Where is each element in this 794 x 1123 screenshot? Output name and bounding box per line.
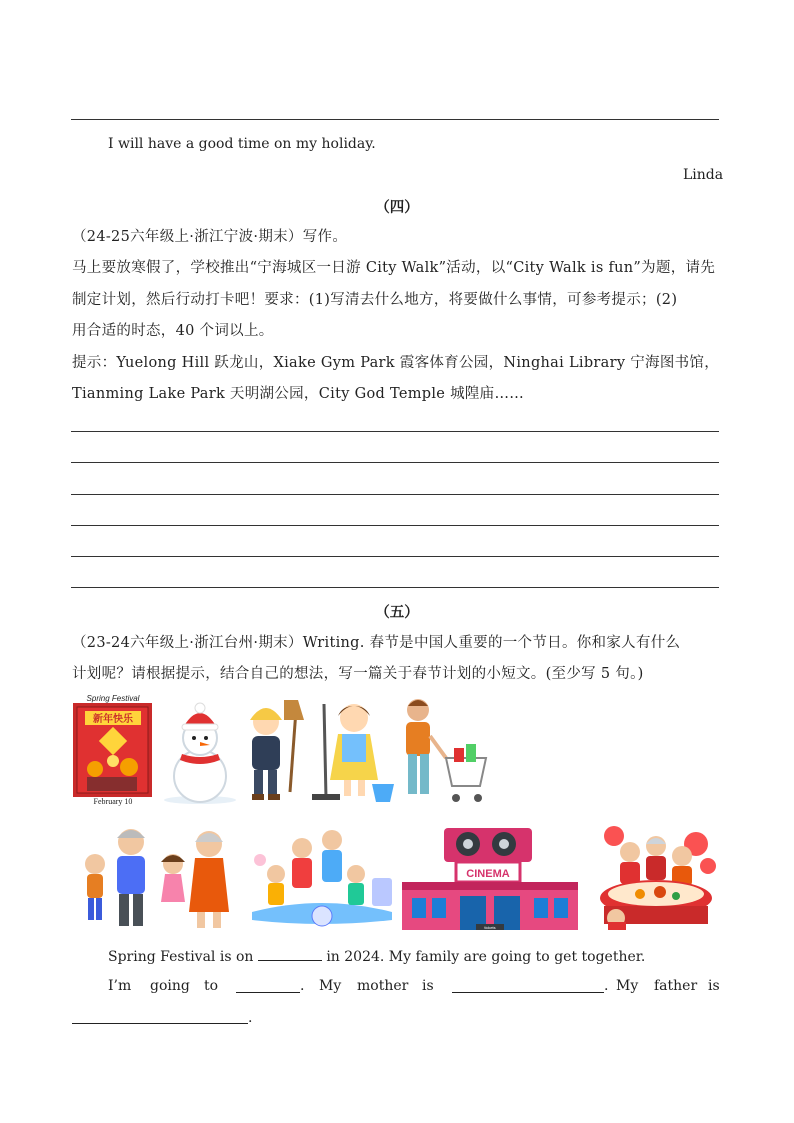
fill-line-2-start (108, 977, 131, 995)
writing-line[interactable] (71, 525, 719, 526)
top-rule (71, 119, 719, 120)
fill-line-2-period: . (300, 978, 305, 994)
poster-picture (73, 703, 153, 799)
writing-line[interactable] (71, 587, 719, 588)
fill-line-1-b: in 2024. My family are going to get together. (326, 949, 646, 965)
child-with-broom-picture (240, 696, 312, 806)
family-dinner-picture (590, 822, 720, 932)
fill-line-2-my2: My (616, 978, 639, 994)
section4-hint-line1: 提示：Yuelong Hill 跃龙山，Xiake Gym Park 霞客体育公园，Ninghai Library 宁海图书馆， (72, 355, 720, 371)
fill-line-1 (108, 946, 645, 966)
snowman-picture (162, 698, 238, 804)
writing-line[interactable] (71, 556, 719, 557)
closing-sentence: I will have a good time on my holiday. (108, 136, 376, 152)
fill-line-3-period: . (248, 1010, 253, 1026)
section5-heading: （五） (375, 604, 419, 621)
fill-line-1-a: Spring Festival is on (108, 949, 254, 965)
spring-festival-poster (73, 694, 153, 806)
fill-line-2-my: My (319, 978, 342, 994)
mother-blank[interactable] (452, 992, 604, 993)
fill-line-2-is2: is (708, 978, 720, 994)
fill-line-2-father: father (654, 978, 698, 994)
fill-line-2-is: is (422, 978, 434, 994)
fill-line-2-a: I’m (108, 978, 132, 994)
writing-line[interactable] (71, 494, 719, 495)
ticket-label: tickets (484, 925, 496, 930)
poster-date-label: February 10 (93, 797, 133, 806)
section5-source-line2: 计划呢？请根据提示，结合自己的想法，写一篇关于春节计划的小短文。(至少写 5 句。) (72, 666, 644, 682)
section5-source-line1: （23-24六年级上·浙江台州·期末）Writing. 春节是中国人重要的一个节日。你和家人有什么 (72, 635, 681, 651)
fill-line-2-going: going (150, 978, 190, 994)
section4-heading: （四） (375, 199, 419, 216)
woman-with-mop-picture (308, 694, 400, 806)
fill-line-2-period2: . (604, 978, 609, 994)
poster-banner: 新年快乐 (93, 714, 133, 725)
fill-line-2-mother: mother (357, 978, 409, 994)
cinema-picture (400, 820, 580, 932)
man-with-cart-picture (398, 694, 490, 806)
section4-prompt-line3: 用合适的时态，40 个词以上。 (72, 323, 274, 339)
travel-picture (246, 824, 398, 934)
section4-prompt-line1: 马上要放寒假了，学校推出“宁海城区一日游 City Walk”活动，以“City Walk is fun”为题，请先 (72, 260, 716, 276)
festival-date-blank[interactable] (258, 946, 322, 961)
signature: Linda (683, 167, 724, 183)
fill-line-2-to: to (204, 978, 219, 994)
section4-prompt-line2: 制定计划，然后行动打卡吧！要求：(1)写清去什么地方，将要做什么事情，可参考提示；(2) (72, 292, 678, 308)
writing-line[interactable] (71, 431, 719, 432)
family-picture (73, 822, 241, 932)
section4-source: （24-25六年级上·浙江宁波·期末）写作。 (72, 229, 348, 245)
going-to-blank[interactable] (236, 992, 300, 993)
cinema-sign: CINEMA (466, 868, 510, 880)
poster-top-label: Spring Festival (86, 694, 140, 703)
section4-hint-line2: Tianming Lake Park 天明湖公园，City God Temple 城隍庙…… (72, 386, 525, 402)
writing-line[interactable] (71, 462, 719, 463)
father-blank[interactable] (72, 1023, 248, 1024)
